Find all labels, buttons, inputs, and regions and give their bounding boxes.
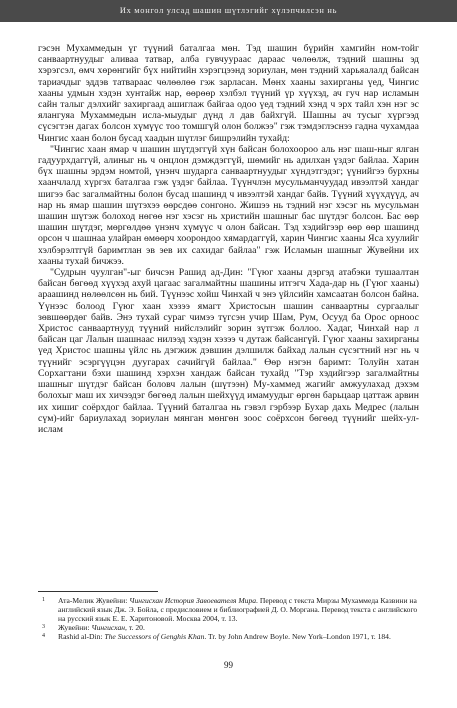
footnote-number: 1 (42, 597, 45, 603)
footnote-title: Чингисхан История Завоевателя Мира (129, 596, 257, 605)
footnote-title: Чингисхан (91, 622, 126, 632)
footnote-text: , т. 20. (125, 622, 145, 632)
footnote-divider (38, 591, 158, 592)
footnote-lead: Rashid al-Din: (58, 631, 105, 641)
footnote-lead: Жувейни: (58, 622, 92, 632)
footnote (38, 597, 419, 624)
footnote-number: 4 (42, 632, 45, 639)
footnotes (38, 597, 419, 642)
running-title: Их монгол улсад шашин шүтлэгийг хүлэпчилсэн нь (119, 6, 338, 15)
paragraph: гэсэн Мухаммедын үг түүний баталгаа мөн. Тэд шашин бүрийн хамгийн ном-тойг санваартнуудыг аливаа татвар, алба гувчуураас дараас чөлөөлж, тэдний шашны эд хэрэгсэл, өмч хөрөнгийг бүх нийтийн хэрэгцээнд зориулан, мөн тэдний харьяалалд байсан тариачдыг эддэв татвараас чөлөөлөө гэж зарласан. Мөнх хааны захирганы үед, Чингис хааны удмын хэдэн хунтайж нар, өөрөөр хэлбэл түүний үр хүүхэд, ач гуч нар исламын сайн талыг дэлхийг захиргаад ашиглаж байгаа одоо үед тэдний хэнд ч эрх тайл хэн нэг эс ялангуяа Мухаммедын исла-мыудыг дүнд л дав байхгүй. Шашны ач тусыг хүргээд сүсэгтэн дагах болсон хүмүүс тоо томшгүй олон болжээ" гэж тэмдэглэснээ гадна чухамдаа Чингис хаан болон бусад хаадын шүтлэг бишрэлийн тухайд: (38, 43, 419, 144)
footnote (38, 633, 419, 642)
paragraph: "Судрын чуулган"-ыг бичсэн Рашид ад-Дин: "Гүюг хааны дэргэд атабэки тушаалтан байсан бөгөөд хүүхэд ахуй цагаас загалмайтны шашины итгэгч Хада-дар нь (Гүюг хааны) араашинд нөлөөлсөн нь бий. Түүнээс хойш Чинхай ч энэ үйлсийн хамсаатан болсон байна. Үүнээс болоод Гүюг хаан хэзээ ямагт Христосын шашин санваартны сургаалыг зөвшөөрдөг байв. Энэ тухай сураг чимээ түгсэн учир Шам, Рум, Осууд ба Орос орноос Христос санваартнууд түүний нийслэлийг зорин зүтгэж боллоо. Хадаг, Чинхай нар л байсан цаг Лалын шашнаас нилээд хэдэн хэзээ ч дутаж байсангүй. Гүюг хааны захирганы үед Христос шашны үйлс нь дэгжиж дэвшин дэлшилж байхад лалын сүсэгтний нэг нь ч түүнийг эсэргүүцэн дуугарах сачийгүй байлаа." Өөр нэгэн баримт: Толуйн хатан Сорхагтани бэхи шашинд хэрхэн хандаж байсан тухайд "Тэр хэдийгээр загалмайтны шашныг шүтдэг байсан боловч лалын (шүтээн) Му-хаммед жагийг амжуулахад дэхэм болохыг маш их хичээдэг бөгөөд лалын шейхүүд имамуудыг өргөн барьцаар цаттаж арвин их хишиг соёрхдог байлаа. Түүний баталгаа нь гэвэл гэрбээр Бухар дахь Медрес (лалын сүм)-ийг бариулахад зориулан мянган мөнгөн зоос соёрхсон бөгөөд түүнийг шейх-ул-ислам (38, 267, 419, 435)
footnote-number: 3 (42, 623, 45, 630)
footnote-title: The Successors of Genghis Khan (104, 631, 205, 641)
paragraph: "Чингис хаан ямар ч шашин шүтдэггүй хүн байсан болохоороо аль нэг шаш-ныг ялган гадуурхдаггүй, алиныг нь ч онцлон дэмждэггүй, шөмийг нь адилхан үздэг байлаа. Харин бүх шашны эрдэм номтой, үнэнч шударга санваартнуудыг хүндэтгэдэг; үүнийгээ бурхны хаанчлалд хүргэх баталгаа гэж үздэг байлаа. Түүнчлэн мусульманчуудад ивээлтэй хандаг шигээ бас загалмайтны болон бусад шашинд ч ивээлтэй хандаг байв. Түүний хүүхдүүд, ач нар нь ямар шашин шүтэхээ өөрсдөө сонгоно. Жишээ нь тэдний нэг хэсэг нь мусульман шашин шүтэж болоход нөгөө нэг хэсэг нь христийн шашныг бас шүтдэг болсон. Бас өөр шашин шүтдэг, мөргөлдөө үнэнч хүмүүс ч олон байсан. Тэд хэдийгээр өөр өөр шашинд орсон ч шашнаа улайран өмөөрч хоорондоо хямардаггүй, харин Чингис хааны Яса хуулийг хэлбэрэлтгүй баримтлан эв эев их сахидаг байлаа" гэж Исламын шашныг Жувейни их хааны тухай бичжээ. (38, 143, 419, 267)
footnote-lead: Ата-Мелик Жувейни: (58, 596, 130, 605)
footnote-text: . Перевод с текста Мирзы Мухаммеда Казвини на английский язык Дж. Э. Бойла, с предисловием и библиографией Д. О. Моргана. Перевод текста с английского на русский язык Е. Е. Харитоновой. Москва 2004, т. 13. (58, 596, 418, 623)
page-number: 99 (224, 660, 233, 670)
footnote-text: . Tr. by John Andrew Boyle. New York–London 1971, т. 184. (204, 631, 391, 641)
running-header (0, 0, 457, 22)
body-text (38, 43, 419, 435)
